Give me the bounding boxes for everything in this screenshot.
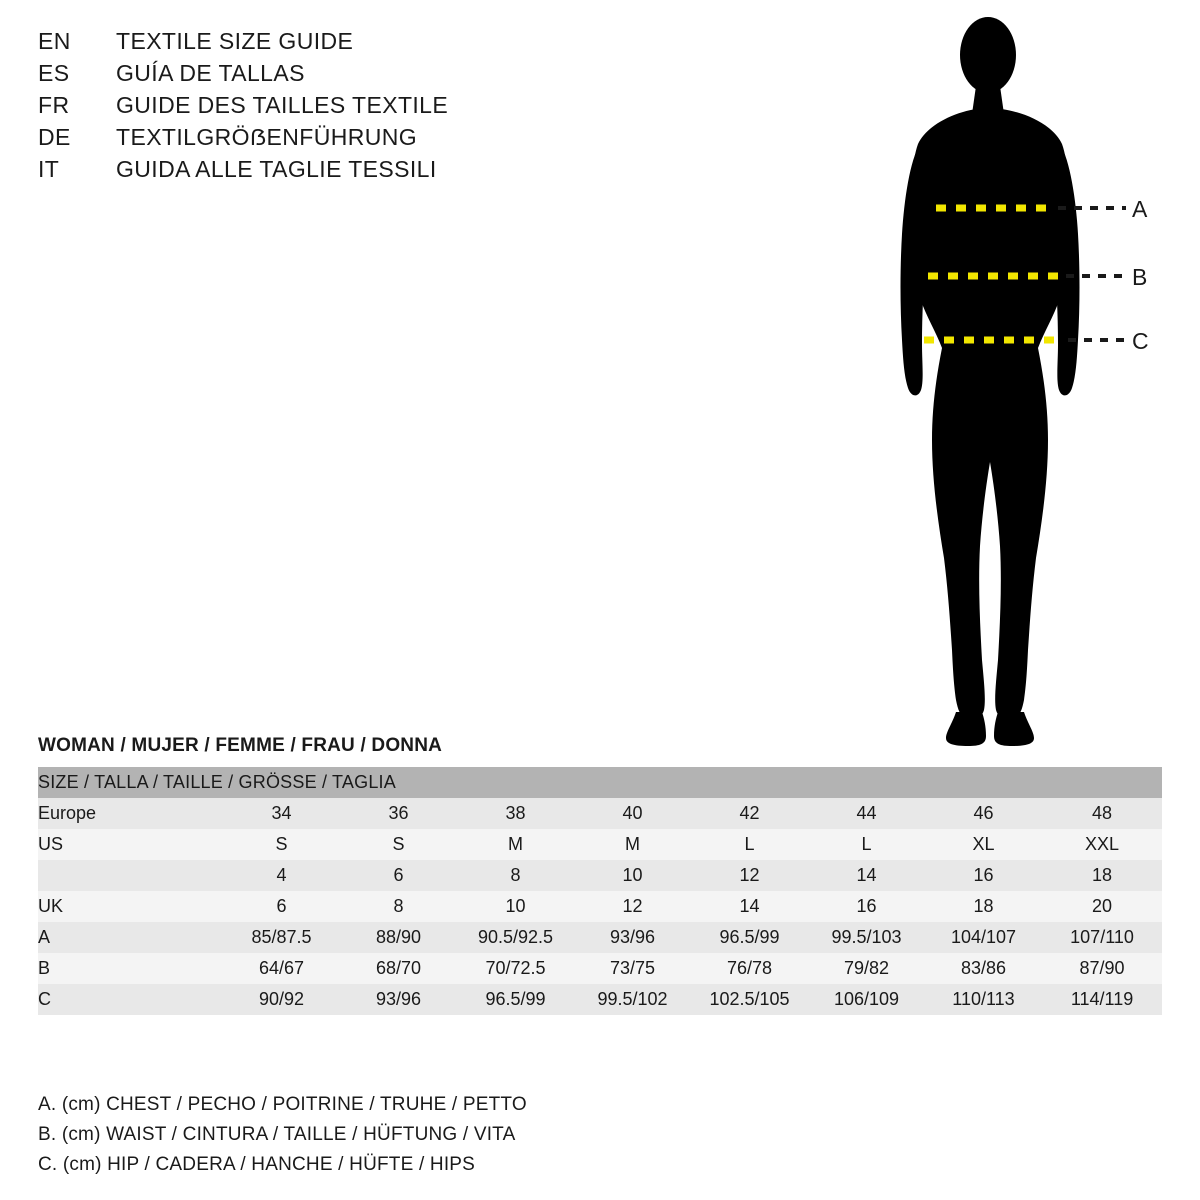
- table-row: [38, 891, 1162, 922]
- table-cell: 14: [691, 891, 808, 922]
- table-cell: M: [574, 829, 691, 860]
- table-cell: 20: [1042, 891, 1162, 922]
- table-cell: L: [691, 829, 808, 860]
- table-row: [38, 922, 1162, 953]
- language-title: GUIDA ALLE TAGLIE TESSILI: [116, 156, 437, 182]
- table-row: [38, 953, 1162, 984]
- female-silhouette-icon: [880, 10, 1180, 750]
- measurement-legend: [38, 1090, 938, 1180]
- language-row-it: [38, 156, 558, 188]
- row-label: [38, 860, 223, 891]
- table-cell: 96.5/99: [691, 922, 808, 953]
- table-cell: S: [340, 829, 457, 860]
- row-label: C: [38, 984, 223, 1015]
- language-title: GUIDE DES TAILLES TEXTILE: [116, 92, 449, 118]
- table-cell: 38: [457, 798, 574, 829]
- table-cell: 16: [808, 891, 925, 922]
- table-cell: 36: [340, 798, 457, 829]
- table-cell: 83/86: [925, 953, 1042, 984]
- table-cell: M: [457, 829, 574, 860]
- table-row: [38, 984, 1162, 1015]
- table-cell: XL: [925, 829, 1042, 860]
- table-cell: 6: [223, 891, 340, 922]
- table-cell: 40: [574, 798, 691, 829]
- table-cell: 99.5/103: [808, 922, 925, 953]
- table-cell: 18: [925, 891, 1042, 922]
- table-cell: 102.5/105: [691, 984, 808, 1015]
- table-cell: 8: [340, 891, 457, 922]
- table-header-row: [38, 767, 1162, 798]
- row-label: US: [38, 829, 223, 860]
- table-row: [38, 798, 1162, 829]
- table-cell: 73/75: [574, 953, 691, 984]
- table-cell: 12: [691, 860, 808, 891]
- table-cell: XXL: [1042, 829, 1162, 860]
- row-label: A: [38, 922, 223, 953]
- table-cell: 114/119: [1042, 984, 1162, 1015]
- table-cell: 88/90: [340, 922, 457, 953]
- language-code: FR: [38, 92, 70, 118]
- measure-letter-c: C: [1132, 328, 1149, 354]
- language-row-en: [38, 28, 558, 60]
- language-code: IT: [38, 156, 60, 182]
- table-cell: 68/70: [340, 953, 457, 984]
- table-cell: 107/110: [1042, 922, 1162, 953]
- section-title: WOMAN / MUJER / FEMME / FRAU / DONNA: [38, 735, 443, 756]
- table-cell: L: [808, 829, 925, 860]
- size-table-section: [38, 735, 1162, 1015]
- language-row-de: [38, 124, 558, 156]
- language-code: ES: [38, 60, 70, 86]
- size-table: [38, 767, 1162, 1015]
- table-cell: 96.5/99: [457, 984, 574, 1015]
- table-cell: 14: [808, 860, 925, 891]
- language-row-fr: [38, 92, 558, 124]
- table-cell: 64/67: [223, 953, 340, 984]
- measure-letter-b: B: [1132, 264, 1148, 290]
- table-cell: S: [223, 829, 340, 860]
- table-cell: 104/107: [925, 922, 1042, 953]
- language-title: GUÍA DE TALLAS: [116, 60, 305, 86]
- table-cell: 106/109: [808, 984, 925, 1015]
- table-cell: 79/82: [808, 953, 925, 984]
- table-cell: 4: [223, 860, 340, 891]
- table-row: [38, 829, 1162, 860]
- language-title: TEXTILE SIZE GUIDE: [116, 28, 354, 54]
- body-diagram: [880, 10, 1180, 750]
- table-cell: 48: [1042, 798, 1162, 829]
- table-row: [38, 860, 1162, 891]
- table-cell: 46: [925, 798, 1042, 829]
- row-label: Europe: [38, 798, 223, 829]
- table-cell: 85/87.5: [223, 922, 340, 953]
- table-cell: 110/113: [925, 984, 1042, 1015]
- table-cell: 93/96: [340, 984, 457, 1015]
- table-cell: 12: [574, 891, 691, 922]
- language-code: EN: [38, 28, 71, 54]
- row-label: UK: [38, 891, 223, 922]
- table-cell: 10: [457, 891, 574, 922]
- row-label: B: [38, 953, 223, 984]
- table-cell: 10: [574, 860, 691, 891]
- table-cell: 44: [808, 798, 925, 829]
- table-cell: 42: [691, 798, 808, 829]
- table-cell: 6: [340, 860, 457, 891]
- measure-letter-a: A: [1132, 196, 1148, 222]
- table-cell: 8: [457, 860, 574, 891]
- table-cell: 18: [1042, 860, 1162, 891]
- table-cell: 90/92: [223, 984, 340, 1015]
- language-title-list: [38, 28, 558, 188]
- table-cell: 93/96: [574, 922, 691, 953]
- language-title: TEXTILGRÖẞENFÜHRUNG: [116, 124, 418, 150]
- language-row-es: [38, 60, 558, 92]
- table-cell: 99.5/102: [574, 984, 691, 1015]
- table-header-label: SIZE / TALLA / TAILLE / GRÖSSE / TAGLIA: [38, 767, 1162, 798]
- table-cell: 87/90: [1042, 953, 1162, 984]
- table-cell: 90.5/92.5: [457, 922, 574, 953]
- legend-chest: A. (cm) CHEST / PECHO / POITRINE / TRUHE / PETTO: [38, 1094, 527, 1115]
- legend-hip: C. (cm) HIP / CADERA / HANCHE / HÜFTE / HIPS: [38, 1154, 476, 1175]
- table-cell: 16: [925, 860, 1042, 891]
- table-cell: 76/78: [691, 953, 808, 984]
- language-code: DE: [38, 124, 71, 150]
- legend-waist: B. (cm) WAIST / CINTURA / TAILLE / HÜFTUNG / VITA: [38, 1124, 516, 1145]
- table-cell: 34: [223, 798, 340, 829]
- table-cell: 70/72.5: [457, 953, 574, 984]
